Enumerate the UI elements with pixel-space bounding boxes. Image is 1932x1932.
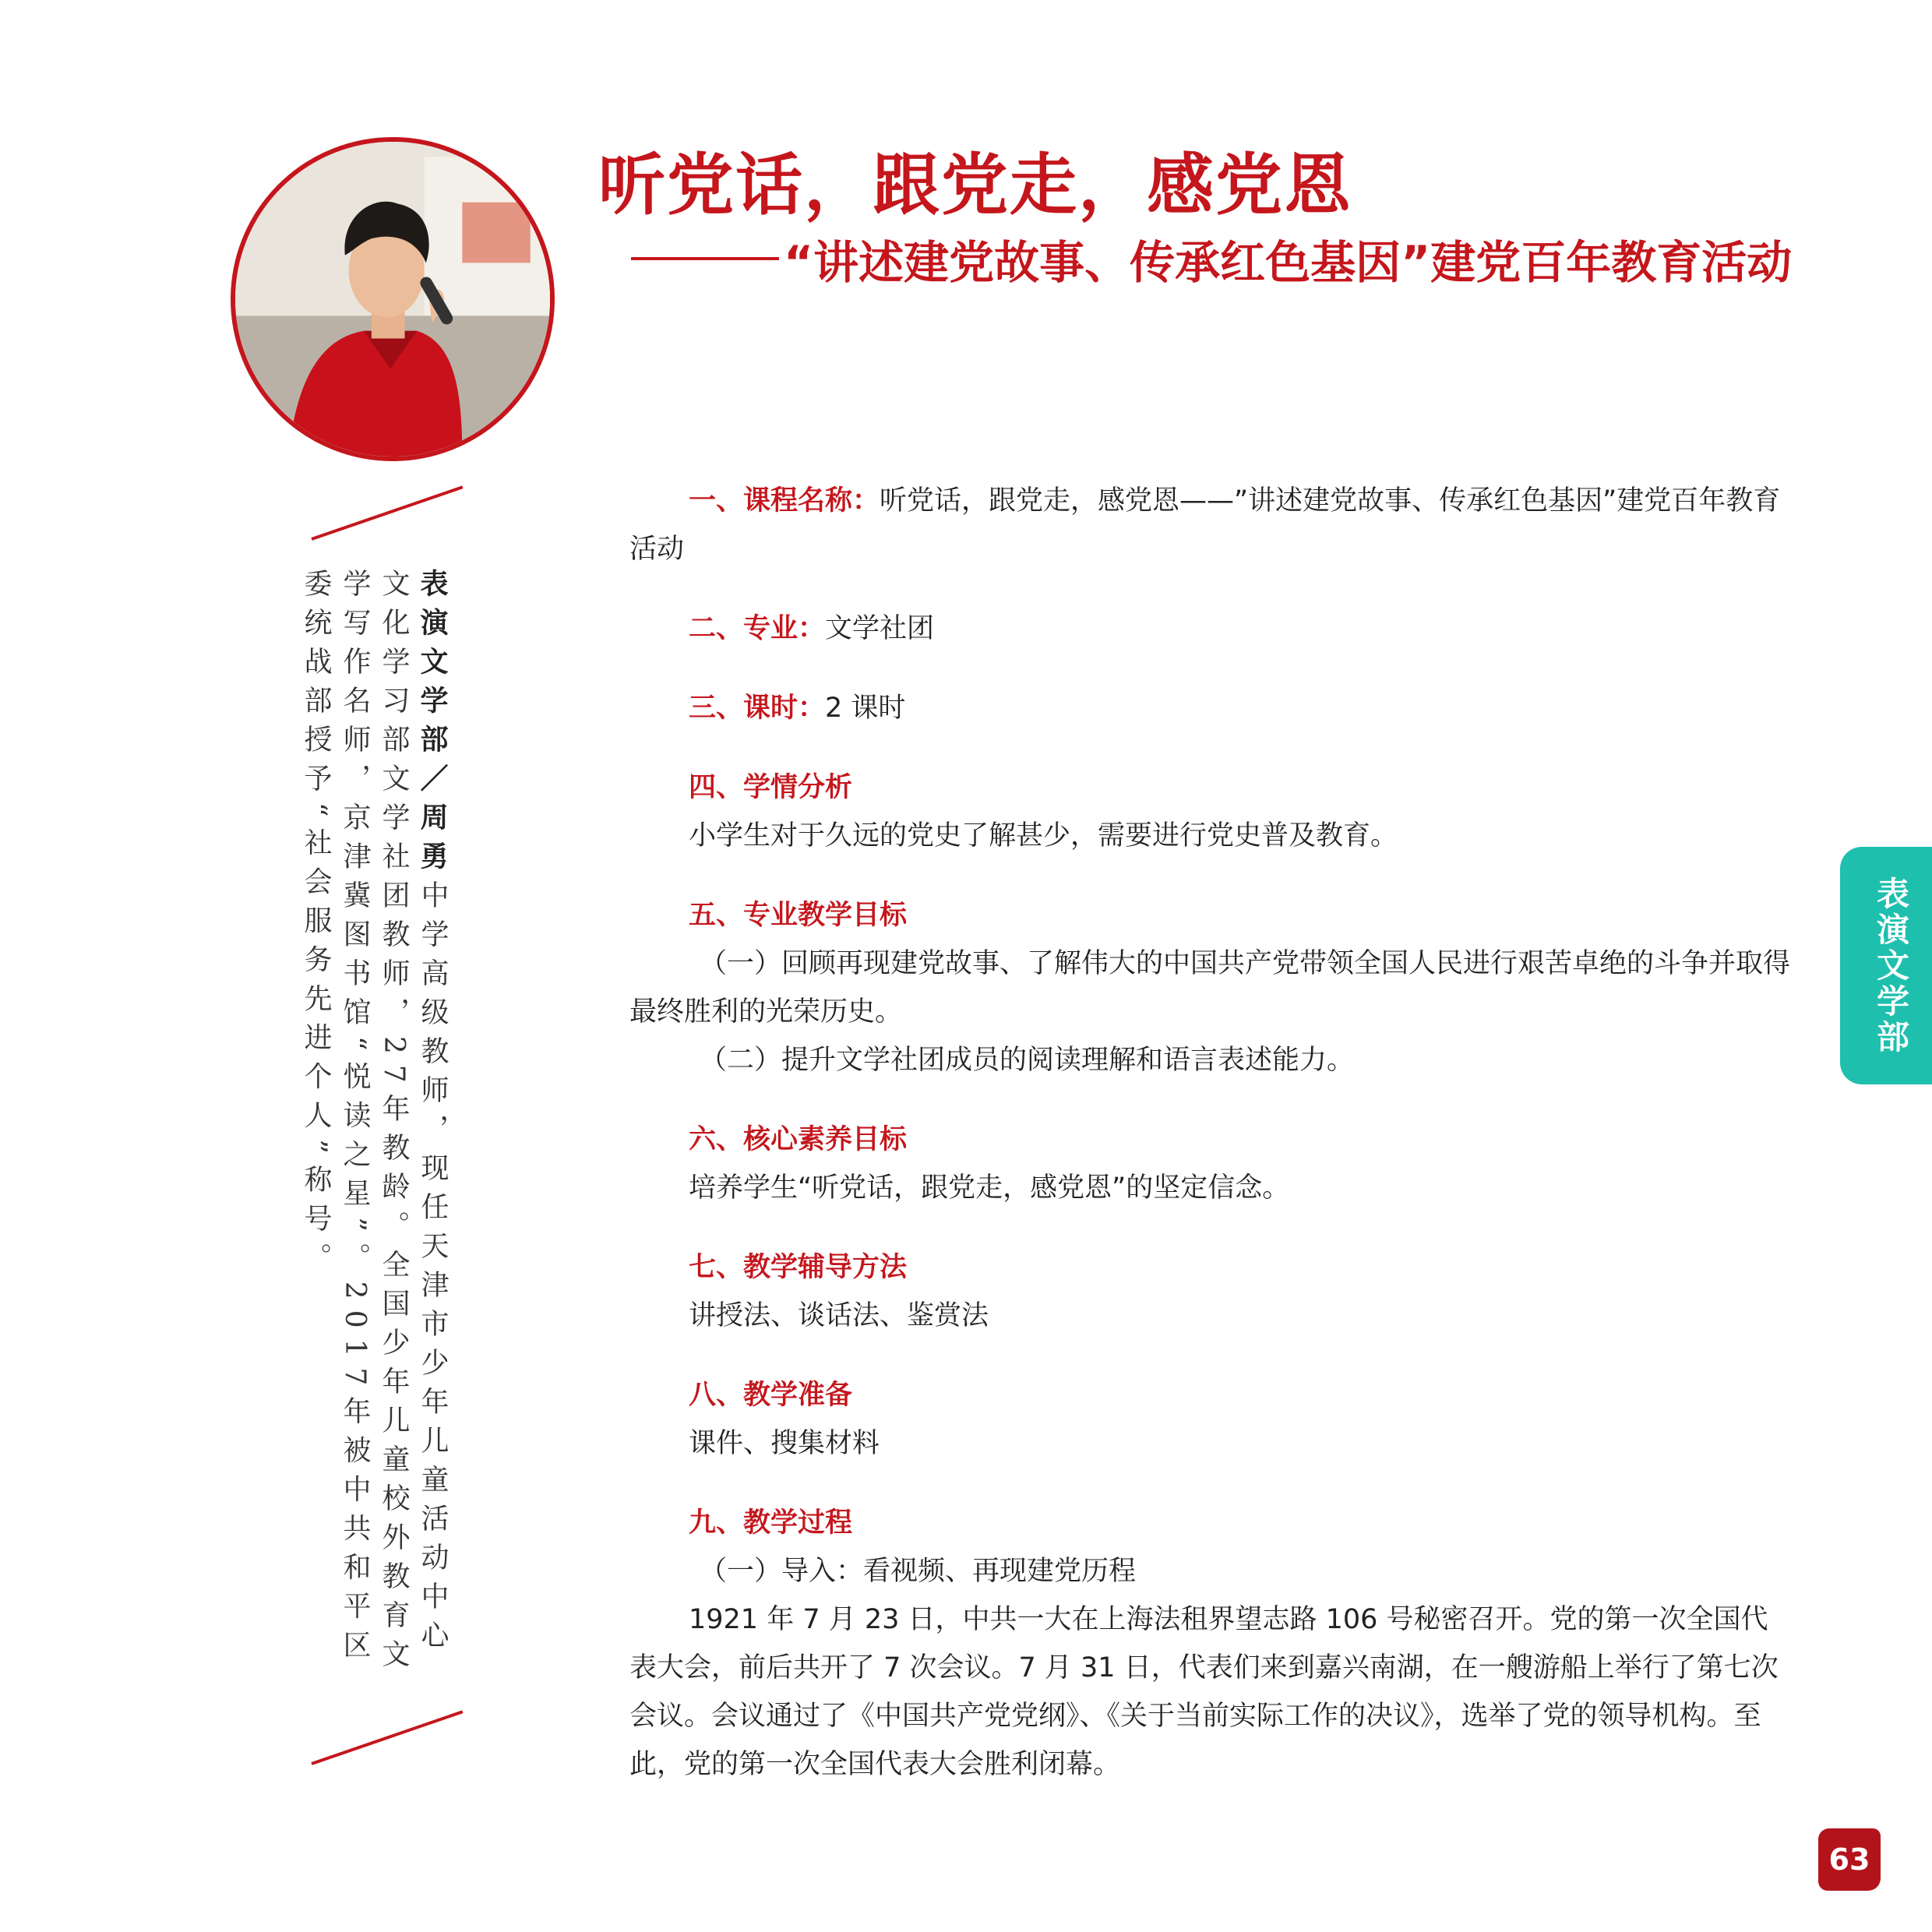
- section-heading: 二、专业：: [689, 613, 826, 644]
- section-course-name: [629, 477, 1795, 573]
- section-text: 培养学生“听党话，跟党走，感党恩”的坚定信念。: [689, 1172, 1290, 1204]
- section-heading: 六、核心素养目标: [689, 1124, 908, 1155]
- section-text: 2 课时: [825, 693, 906, 724]
- author-bio: [296, 569, 452, 1690]
- section-methods: [629, 1243, 1795, 1340]
- section-learner-analysis: [629, 763, 1795, 860]
- section-paragraph: （一）导入：看视频、再现建党历程: [700, 1556, 1137, 1587]
- section-text: 课件、搜集材料: [689, 1428, 880, 1459]
- department-tab: [1840, 847, 1932, 1084]
- page-subtitle: “讲述建党故事、传承红色基因”建党百年教育活动: [784, 236, 1793, 289]
- page-title: 听党话，跟党走，感党恩: [598, 146, 1352, 224]
- section-heading: 五、专业教学目标: [689, 900, 908, 931]
- section-process: [629, 1499, 1795, 1789]
- section-major: [629, 605, 1795, 653]
- section-paragraph: （二）提升文学社团成员的阅读理解和语言表述能力。: [700, 1045, 1355, 1076]
- bio-text: 中学高级教师，现任天津市少年儿童活动中心文化学习部文学社团教师，27年教龄。全国少年儿童校外教育文学写作名师，京津冀图书馆“悦读之星”。2017年被中共和平区委统战部授予“社会服务先进个人”称号。: [300, 569, 449, 1678]
- section-text: 听党话，跟党走，感党恩——”讲述建党故事、传承红色基因”建党百年教育活动: [629, 485, 1781, 565]
- section-teaching-goals: [629, 891, 1795, 1084]
- divider-bottom: [311, 1710, 463, 1765]
- bio-name: 表演文学部／周勇: [416, 569, 449, 880]
- section-heading: 七、教学辅导方法: [689, 1252, 908, 1283]
- section-heading: 一、课程名称：: [689, 485, 880, 516]
- author-portrait: [231, 137, 555, 461]
- section-heading: 四、学情分析: [689, 772, 853, 803]
- lesson-plan-body: [629, 477, 1795, 1789]
- department-tab-label: 表演文学部: [1872, 876, 1910, 1056]
- section-heading: 三、课时：: [689, 693, 826, 724]
- section-text: 讲授法、谈话法、鉴赏法: [689, 1300, 989, 1331]
- section-heading: 九、教学过程: [689, 1507, 853, 1539]
- section-hours: [629, 684, 1795, 732]
- section-heading: 八、教学准备: [689, 1380, 853, 1411]
- divider-top: [311, 485, 463, 541]
- page-number: 63: [1818, 1828, 1881, 1891]
- section-text: 小学生对于久远的党史了解甚少，需要进行党史普及教育。: [689, 820, 1398, 851]
- subtitle-dash: [631, 257, 779, 260]
- section-preparation: [629, 1371, 1795, 1468]
- section-text: 文学社团: [825, 613, 935, 644]
- section-paragraph: （一）回顾再现建党故事、了解伟大的中国共产党带领全国人民进行艰苦卓绝的斗争并取得最终胜利的光荣历史。: [629, 948, 1791, 1028]
- section-core-literacy: [629, 1116, 1795, 1212]
- section-paragraph: 1921 年 7 月 23 日，中共一大在上海法租界望志路 106 号秘密召开。党的第一次全国代表大会，前后共开了 7 次会议。7 月 31 日，代表们来到嘉兴南湖，在一艘游船上举行了第七次会议。会议通过了《中国共产党党纲》、《关于当前实际工作的决议》，选举了党的领导机构。至此，党的第一次全国代表大会胜利闭幕。: [629, 1604, 1779, 1780]
